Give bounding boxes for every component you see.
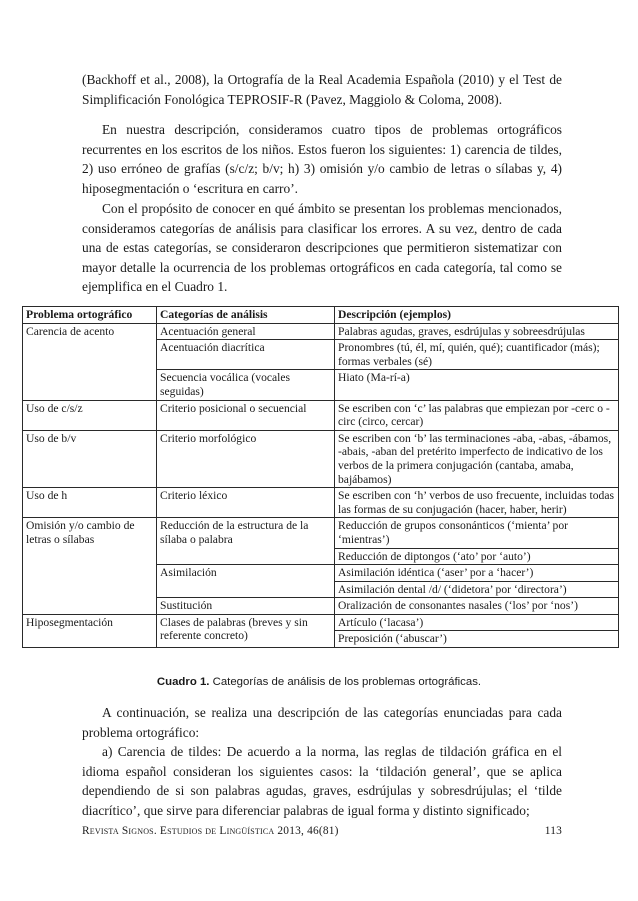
paragraph-description-intro: A continuación, se realiza una descripción de las categorías enunciadas para cada problema ortográfico:	[82, 705, 562, 740]
table-header-row	[23, 307, 619, 324]
journal-reference: Revista Signos. Estudios de Lingüística 2013, 46(81)	[82, 825, 339, 837]
table-caption	[0, 676, 638, 688]
cell-category: Criterio posicional o secuencial	[157, 400, 335, 430]
cell-description: Preposición (‘abuscar’)	[335, 631, 619, 648]
paragraph-problem-types: En nuestra descripción, consideramos cuatro tipos de problemas ortográficos recurrentes en los escritos de los niños. Estos fueron los siguientes: 1) carencia de tildes, 2) uso erróneo de grafías (s/c/z; b/v; h) 3) omisión y/o cambio de letras o sílabas y, 4) hiposegmentación o ‘escritura en carro’.	[82, 122, 562, 196]
cell-description: Artículo (‘lacasa’)	[335, 614, 619, 631]
caption-text: Categorías de análisis de los problemas ortográficas.	[209, 676, 482, 688]
cell-problem: Uso de c/s/z	[23, 400, 157, 430]
cell-description: Asimilación dental /d/ (‘didetora’ por ‘directora’)	[335, 581, 619, 598]
cell-description: Oralización de consonantes nasales (‘los’ por ‘nos’)	[335, 598, 619, 615]
cell-category: Acentuación diacrítica	[157, 340, 335, 370]
page-number: 113	[544, 825, 562, 837]
header-category: Categorías de análisis	[157, 307, 335, 324]
page-footer	[82, 825, 562, 837]
cell-problem: Uso de b/v	[23, 430, 157, 487]
table-row	[23, 518, 619, 548]
cell-problem: Uso de h	[23, 488, 157, 518]
cell-description: Reducción de grupos consonánticos (‘mienta’ por ‘mientras’)	[335, 518, 619, 548]
paragraph-intro-continued: (Backhoff et al., 2008), la Ortografía de la Real Academia Española (2010) y el Test de Simplificación Fonológica TEPROSIF-R (Pavez, Maggiolo & Coloma, 2008).	[82, 72, 562, 107]
paragraph-categories: Con el propósito de conocer en qué ámbito se presentan los problemas mencionados, consideramos categorías de análisis para clasificar los errores. A su vez, dentro de cada una de estas categorías, se consideraron descripciones que permitieron sistematizar con mayor detalle la ocurrencia de los problemas ortográficos en cada categoría, tal como se ejemplifica en el Cuadro 1.	[82, 201, 562, 295]
table-row	[23, 614, 619, 631]
cell-category: Asimilación	[157, 565, 335, 598]
cell-description: Palabras agudas, graves, esdrújulas y sobreesdrújulas	[335, 323, 619, 340]
table-row	[23, 488, 619, 518]
cell-description: Reducción de diptongos (‘ato’ por ‘auto’)	[335, 548, 619, 565]
cell-description: Se escriben con ‘h’ verbos de uso frecuente, incluidas todas las formas de su conjugación (hacer, haber, herir)	[335, 488, 619, 518]
cell-problem: Omisión y/o cambio de letras o sílabas	[23, 518, 157, 615]
cell-description: Asimilación idéntica (‘aser’ por a ‘hacer’)	[335, 565, 619, 582]
table-body	[23, 323, 619, 647]
cell-category: Acentuación general	[157, 323, 335, 340]
caption-label: Cuadro 1.	[156, 676, 210, 688]
cell-description: Hiato (Ma-rí-a)	[335, 370, 619, 400]
paragraph-tildes: a) Carencia de tildes: De acuerdo a la norma, las reglas de tildación gráfica en el idioma español consideran los siguientes casos: la ‘tildación general’, que se aplica dependiendo de si son palabras agudas, graves, esdrújulas y sobresdrújulas; el ‘tilde diacrítico’, que sirve para diferenciar palabras de igual forma y distinto significado;	[82, 744, 562, 818]
cell-problem: Hiposegmentación	[23, 614, 157, 647]
cell-category: Secuencia vocálica (vocales seguidas)	[157, 370, 335, 400]
table-row	[23, 400, 619, 430]
cell-category: Clases de palabras (breves y sin referente concreto)	[157, 614, 335, 647]
header-problem: Problema ortográfico	[23, 307, 157, 324]
cell-description: Pronombres (tú, él, mí, quién, qué); cuantificador (más); formas verbales (sé)	[335, 340, 619, 370]
table-row	[23, 430, 619, 487]
cell-description: Se escriben con ‘c’ las palabras que empiezan por -cerc o -circ (circo, cercar)	[335, 400, 619, 430]
table-row	[23, 323, 619, 340]
cell-category: Sustitución	[157, 598, 335, 615]
cell-category: Criterio morfológico	[157, 430, 335, 487]
cell-category: Criterio léxico	[157, 488, 335, 518]
cell-problem: Carencia de acento	[23, 323, 157, 400]
cell-description: Se escriben con ‘b’ las terminaciones -aba, -abas, -ábamos, -abais, -aban del pretérito imperfecto de indicativo de los verbos de la primera conjugación (cantaba, amaba, bajábamos)	[335, 430, 619, 487]
analysis-categories-table	[22, 306, 619, 648]
header-description: Descripción (ejemplos)	[335, 307, 619, 324]
cell-category: Reducción de la estructura de la sílaba o palabra	[157, 518, 335, 565]
